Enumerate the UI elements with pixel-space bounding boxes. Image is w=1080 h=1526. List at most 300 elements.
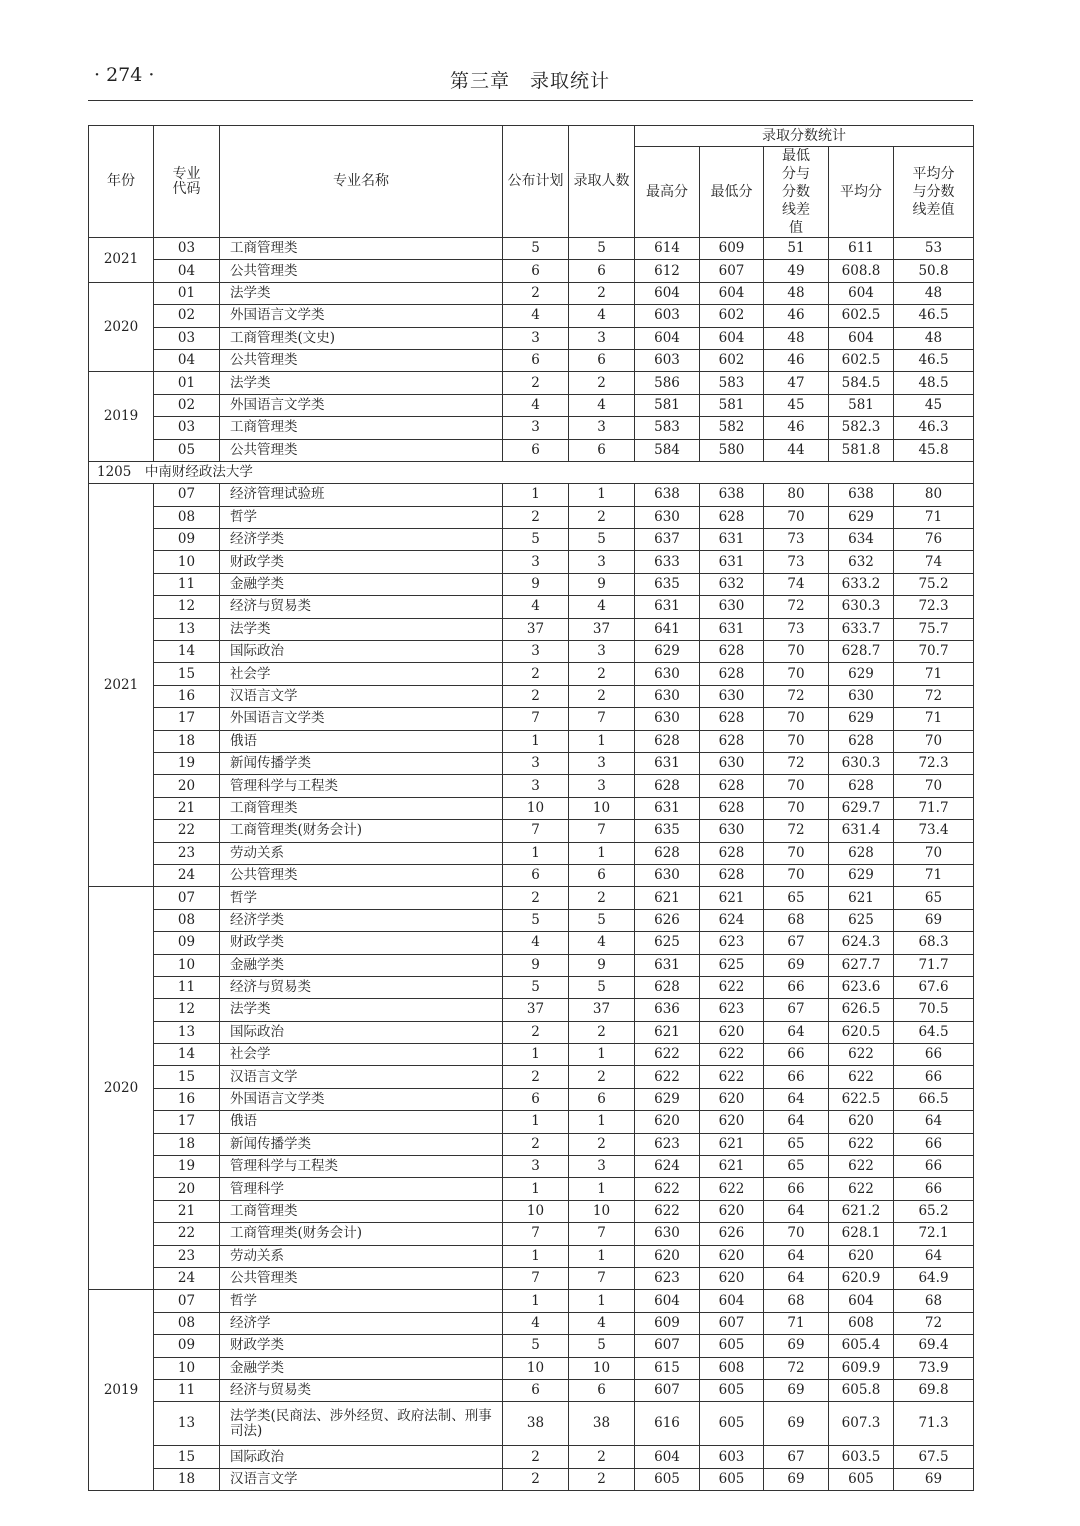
- admitted-cell: 3: [569, 775, 635, 797]
- avg-diff-cell: 65: [894, 887, 974, 909]
- avg-diff-cell: 72.3: [894, 752, 974, 774]
- min-diff-cell: 64: [764, 1245, 829, 1267]
- code-cell: 04: [154, 349, 220, 371]
- avg-diff-cell: 70: [894, 842, 974, 864]
- code-cell: 07: [154, 1290, 220, 1312]
- min-diff-cell: 45: [764, 394, 829, 416]
- avg-cell: 584.5: [829, 372, 894, 394]
- table-row: [89, 573, 974, 595]
- header-min-diff: 最低分与分数线差值: [764, 147, 829, 238]
- name-cell: 工商管理类: [220, 1200, 503, 1222]
- table-row: [89, 1178, 974, 1200]
- admitted-cell: 4: [569, 394, 635, 416]
- table-row: [89, 730, 974, 752]
- admitted-cell: 1: [569, 1111, 635, 1133]
- min-cell: 638: [700, 484, 764, 506]
- min-cell: 628: [700, 864, 764, 886]
- code-cell: 03: [154, 327, 220, 349]
- name-cell: 新闻传播学类: [220, 752, 503, 774]
- max-cell: 605: [635, 1468, 700, 1490]
- max-cell: 628: [635, 775, 700, 797]
- plan-cell: 1: [503, 1044, 569, 1066]
- plan-cell: 7: [503, 1267, 569, 1289]
- admitted-cell: 2: [569, 506, 635, 528]
- admitted-cell: 10: [569, 1200, 635, 1222]
- admitted-cell: 7: [569, 1267, 635, 1289]
- admitted-cell: 10: [569, 797, 635, 819]
- code-cell: 13: [154, 1402, 220, 1446]
- min-cell: 622: [700, 1044, 764, 1066]
- name-cell: 财政学类: [220, 551, 503, 573]
- year-cell: 2020: [89, 887, 154, 1290]
- code-cell: 20: [154, 775, 220, 797]
- min-diff-cell: 64: [764, 1111, 829, 1133]
- min-diff-cell: 72: [764, 752, 829, 774]
- code-cell: 10: [154, 954, 220, 976]
- year-cell: 2021: [89, 238, 154, 283]
- avg-diff-cell: 71.3: [894, 1402, 974, 1446]
- avg-diff-cell: 46.3: [894, 417, 974, 439]
- code-cell: 22: [154, 820, 220, 842]
- avg-cell: 603.5: [829, 1446, 894, 1468]
- max-cell: 628: [635, 842, 700, 864]
- min-diff-cell: 48: [764, 327, 829, 349]
- avg-cell: 622: [829, 1044, 894, 1066]
- avg-diff-cell: 71: [894, 506, 974, 528]
- plan-cell: 2: [503, 506, 569, 528]
- min-diff-cell: 72: [764, 1357, 829, 1379]
- min-cell: 602: [700, 349, 764, 371]
- admitted-cell: 2: [569, 1468, 635, 1490]
- admitted-cell: 1: [569, 842, 635, 864]
- table-row: [89, 999, 974, 1021]
- min-diff-cell: 48: [764, 282, 829, 304]
- min-diff-cell: 67: [764, 1446, 829, 1468]
- min-cell: 625: [700, 954, 764, 976]
- plan-cell: 4: [503, 596, 569, 618]
- avg-diff-cell: 72: [894, 685, 974, 707]
- name-cell: 工商管理类(文史): [220, 327, 503, 349]
- name-cell: 法学类: [220, 999, 503, 1021]
- max-cell: 635: [635, 573, 700, 595]
- name-cell: 工商管理类: [220, 417, 503, 439]
- admitted-cell: 3: [569, 327, 635, 349]
- admitted-cell: 2: [569, 1021, 635, 1043]
- name-cell: 劳动关系: [220, 842, 503, 864]
- admitted-cell: 5: [569, 1335, 635, 1357]
- table-row: [89, 663, 974, 685]
- table-row: [89, 1290, 974, 1312]
- code-cell: 24: [154, 1267, 220, 1289]
- avg-diff-cell: 73.4: [894, 820, 974, 842]
- admitted-cell: 6: [569, 260, 635, 282]
- min-diff-cell: 49: [764, 260, 829, 282]
- header-stats-group: 录取分数统计: [635, 126, 974, 147]
- min-diff-cell: 73: [764, 529, 829, 551]
- avg-cell: 632: [829, 551, 894, 573]
- code-cell: 11: [154, 1379, 220, 1401]
- min-diff-cell: 70: [764, 1223, 829, 1245]
- code-cell: 09: [154, 932, 220, 954]
- max-cell: 614: [635, 238, 700, 260]
- max-cell: 581: [635, 394, 700, 416]
- name-cell: 金融学类: [220, 1357, 503, 1379]
- name-cell: 外国语言文学类: [220, 394, 503, 416]
- code-cell: 01: [154, 282, 220, 304]
- plan-cell: 6: [503, 439, 569, 461]
- max-cell: 626: [635, 909, 700, 931]
- header-plan: 公布计划: [503, 126, 569, 238]
- table-row: [89, 484, 974, 506]
- code-cell: 09: [154, 1335, 220, 1357]
- max-cell: 628: [635, 730, 700, 752]
- avg-cell: 582.3: [829, 417, 894, 439]
- avg-cell: 624.3: [829, 932, 894, 954]
- avg-diff-cell: 45.8: [894, 439, 974, 461]
- avg-cell: 628.1: [829, 1223, 894, 1245]
- min-cell: 605: [700, 1402, 764, 1446]
- avg-cell: 604: [829, 1290, 894, 1312]
- table-row: [89, 439, 974, 461]
- code-cell: 18: [154, 1468, 220, 1490]
- code-cell: 07: [154, 484, 220, 506]
- name-cell: 工商管理类: [220, 238, 503, 260]
- min-diff-cell: 65: [764, 1156, 829, 1178]
- max-cell: 624: [635, 1156, 700, 1178]
- plan-cell: 4: [503, 305, 569, 327]
- avg-cell: 629: [829, 663, 894, 685]
- name-cell: 管理科学: [220, 1178, 503, 1200]
- code-cell: 08: [154, 506, 220, 528]
- code-cell: 12: [154, 999, 220, 1021]
- min-cell: 628: [700, 663, 764, 685]
- plan-cell: 3: [503, 551, 569, 573]
- admitted-cell: 2: [569, 1066, 635, 1088]
- code-cell: 03: [154, 417, 220, 439]
- code-cell: 10: [154, 1357, 220, 1379]
- plan-cell: 5: [503, 529, 569, 551]
- min-cell: 622: [700, 1066, 764, 1088]
- avg-cell: 627.7: [829, 954, 894, 976]
- plan-cell: 5: [503, 238, 569, 260]
- admitted-cell: 1: [569, 1178, 635, 1200]
- avg-cell: 629: [829, 506, 894, 528]
- admitted-cell: 6: [569, 439, 635, 461]
- name-cell: 新闻传播学类: [220, 1133, 503, 1155]
- avg-diff-cell: 50.8: [894, 260, 974, 282]
- max-cell: 629: [635, 1088, 700, 1110]
- name-cell: 工商管理类: [220, 797, 503, 819]
- name-cell: 哲学: [220, 506, 503, 528]
- table-row: [89, 1156, 974, 1178]
- avg-cell: 611: [829, 238, 894, 260]
- name-cell: 经济学: [220, 1312, 503, 1334]
- min-cell: 631: [700, 618, 764, 640]
- min-cell: 580: [700, 439, 764, 461]
- code-cell: 21: [154, 1200, 220, 1222]
- avg-cell: 633.7: [829, 618, 894, 640]
- table-row: [89, 1200, 974, 1222]
- plan-cell: 5: [503, 1335, 569, 1357]
- table-row: [89, 529, 974, 551]
- min-cell: 631: [700, 551, 764, 573]
- admitted-cell: 5: [569, 976, 635, 998]
- name-cell: 劳动关系: [220, 1245, 503, 1267]
- name-cell: 管理科学与工程类: [220, 1156, 503, 1178]
- admitted-cell: 5: [569, 909, 635, 931]
- max-cell: 607: [635, 1335, 700, 1357]
- avg-diff-cell: 46.5: [894, 349, 974, 371]
- name-cell: 外国语言文学类: [220, 305, 503, 327]
- avg-cell: 622: [829, 1178, 894, 1200]
- avg-cell: 621: [829, 887, 894, 909]
- min-diff-cell: 67: [764, 999, 829, 1021]
- name-cell: 俄语: [220, 730, 503, 752]
- min-cell: 628: [700, 797, 764, 819]
- table-row: [89, 1223, 974, 1245]
- min-cell: 620: [700, 1111, 764, 1133]
- plan-cell: 38: [503, 1402, 569, 1446]
- name-cell: 国际政治: [220, 1446, 503, 1468]
- avg-cell: 633.2: [829, 573, 894, 595]
- table-row: [89, 775, 974, 797]
- min-diff-cell: 70: [764, 730, 829, 752]
- avg-cell: 629: [829, 708, 894, 730]
- table-row: [89, 797, 974, 819]
- table-row: [89, 752, 974, 774]
- min-cell: 621: [700, 1156, 764, 1178]
- chapter-title: 第三章 录取统计: [449, 70, 610, 92]
- admitted-cell: 37: [569, 999, 635, 1021]
- plan-cell: 2: [503, 663, 569, 685]
- header-name: 专业名称: [220, 126, 503, 238]
- name-cell: 金融学类: [220, 573, 503, 595]
- code-cell: 19: [154, 1156, 220, 1178]
- table-row: [89, 349, 974, 371]
- code-cell: 20: [154, 1178, 220, 1200]
- admitted-cell: 6: [569, 349, 635, 371]
- table-row: [89, 596, 974, 618]
- min-diff-cell: 64: [764, 1267, 829, 1289]
- avg-diff-cell: 75.7: [894, 618, 974, 640]
- table-row: [89, 1133, 974, 1155]
- avg-cell: 604: [829, 327, 894, 349]
- min-diff-cell: 44: [764, 439, 829, 461]
- header-max: 最高分: [635, 147, 700, 238]
- min-cell: 620: [700, 1088, 764, 1110]
- avg-cell: 604: [829, 282, 894, 304]
- table-row: [89, 708, 974, 730]
- min-cell: 630: [700, 820, 764, 842]
- plan-cell: 2: [503, 1021, 569, 1043]
- avg-cell: 620.9: [829, 1267, 894, 1289]
- avg-cell: 634: [829, 529, 894, 551]
- max-cell: 623: [635, 1133, 700, 1155]
- min-cell: 628: [700, 708, 764, 730]
- plan-cell: 6: [503, 864, 569, 886]
- min-cell: 632: [700, 573, 764, 595]
- max-cell: 630: [635, 663, 700, 685]
- min-cell: 628: [700, 641, 764, 663]
- min-diff-cell: 72: [764, 685, 829, 707]
- avg-diff-cell: 72: [894, 1312, 974, 1334]
- max-cell: 623: [635, 1267, 700, 1289]
- avg-diff-cell: 76: [894, 529, 974, 551]
- max-cell: 603: [635, 305, 700, 327]
- code-cell: 23: [154, 842, 220, 864]
- year-cell: 2019: [89, 1290, 154, 1491]
- name-cell: 公共管理类: [220, 349, 503, 371]
- avg-diff-cell: 64: [894, 1111, 974, 1133]
- name-cell: 国际政治: [220, 1021, 503, 1043]
- min-cell: 620: [700, 1200, 764, 1222]
- min-diff-cell: 69: [764, 1402, 829, 1446]
- plan-cell: 2: [503, 1468, 569, 1490]
- table-row: [89, 932, 974, 954]
- table-row: [89, 1267, 974, 1289]
- min-diff-cell: 47: [764, 372, 829, 394]
- max-cell: 604: [635, 327, 700, 349]
- avg-diff-cell: 48: [894, 327, 974, 349]
- min-cell: 620: [700, 1267, 764, 1289]
- max-cell: 625: [635, 932, 700, 954]
- min-cell: 603: [700, 1446, 764, 1468]
- admitted-cell: 7: [569, 1223, 635, 1245]
- admitted-cell: 4: [569, 1312, 635, 1334]
- avg-diff-cell: 48.5: [894, 372, 974, 394]
- name-cell: 外国语言文学类: [220, 1088, 503, 1110]
- table-row: [89, 327, 974, 349]
- avg-diff-cell: 64.5: [894, 1021, 974, 1043]
- min-cell: 620: [700, 1021, 764, 1043]
- max-cell: 631: [635, 752, 700, 774]
- max-cell: 616: [635, 1402, 700, 1446]
- plan-cell: 2: [503, 1133, 569, 1155]
- avg-diff-cell: 66: [894, 1066, 974, 1088]
- admitted-cell: 5: [569, 238, 635, 260]
- code-cell: 02: [154, 394, 220, 416]
- avg-cell: 623.6: [829, 976, 894, 998]
- name-cell: 哲学: [220, 887, 503, 909]
- plan-cell: 1: [503, 484, 569, 506]
- avg-diff-cell: 45: [894, 394, 974, 416]
- page-number: · 274 ·: [94, 64, 155, 86]
- plan-cell: 6: [503, 1088, 569, 1110]
- max-cell: 630: [635, 1223, 700, 1245]
- plan-cell: 1: [503, 1111, 569, 1133]
- plan-cell: 4: [503, 1312, 569, 1334]
- min-cell: 630: [700, 752, 764, 774]
- min-cell: 624: [700, 909, 764, 931]
- max-cell: 641: [635, 618, 700, 640]
- admitted-cell: 9: [569, 573, 635, 595]
- max-cell: 636: [635, 999, 700, 1021]
- min-cell: 604: [700, 282, 764, 304]
- table-row: [89, 260, 974, 282]
- name-cell: 国际政治: [220, 641, 503, 663]
- avg-cell: 628: [829, 730, 894, 752]
- min-diff-cell: 69: [764, 1379, 829, 1401]
- admitted-cell: 2: [569, 372, 635, 394]
- plan-cell: 3: [503, 775, 569, 797]
- code-cell: 13: [154, 618, 220, 640]
- avg-diff-cell: 71.7: [894, 954, 974, 976]
- avg-cell: 620: [829, 1111, 894, 1133]
- min-cell: 605: [700, 1335, 764, 1357]
- max-cell: 628: [635, 976, 700, 998]
- admitted-cell: 2: [569, 685, 635, 707]
- avg-diff-cell: 71: [894, 864, 974, 886]
- admitted-cell: 3: [569, 752, 635, 774]
- code-cell: 11: [154, 976, 220, 998]
- avg-diff-cell: 48: [894, 282, 974, 304]
- max-cell: 630: [635, 864, 700, 886]
- avg-cell: 630.3: [829, 752, 894, 774]
- max-cell: 604: [635, 1446, 700, 1468]
- header-min: 最低分: [700, 147, 764, 238]
- avg-cell: 628: [829, 775, 894, 797]
- min-diff-cell: 66: [764, 976, 829, 998]
- min-cell: 582: [700, 417, 764, 439]
- min-diff-cell: 65: [764, 1133, 829, 1155]
- name-cell: 经济与贸易类: [220, 596, 503, 618]
- code-cell: 05: [154, 439, 220, 461]
- max-cell: 635: [635, 820, 700, 842]
- admitted-cell: 3: [569, 417, 635, 439]
- max-cell: 631: [635, 954, 700, 976]
- table-row: [89, 372, 974, 394]
- name-cell: 经济与贸易类: [220, 1379, 503, 1401]
- avg-cell: 626.5: [829, 999, 894, 1021]
- min-cell: 583: [700, 372, 764, 394]
- table-row: [89, 1111, 974, 1133]
- code-cell: 18: [154, 1133, 220, 1155]
- plan-cell: 4: [503, 932, 569, 954]
- min-diff-cell: 70: [764, 775, 829, 797]
- min-cell: 602: [700, 305, 764, 327]
- admitted-cell: 6: [569, 864, 635, 886]
- admitted-cell: 1: [569, 1245, 635, 1267]
- table-row: [89, 1335, 974, 1357]
- code-cell: 16: [154, 1088, 220, 1110]
- max-cell: 584: [635, 439, 700, 461]
- max-cell: 630: [635, 685, 700, 707]
- avg-cell: 581: [829, 394, 894, 416]
- name-cell: 俄语: [220, 1111, 503, 1133]
- max-cell: 615: [635, 1357, 700, 1379]
- avg-cell: 629.7: [829, 797, 894, 819]
- avg-cell: 622: [829, 1133, 894, 1155]
- admitted-cell: 38: [569, 1402, 635, 1446]
- max-cell: 631: [635, 797, 700, 819]
- plan-cell: 7: [503, 708, 569, 730]
- header-admitted: 录取人数: [569, 126, 635, 238]
- min-cell: 628: [700, 775, 764, 797]
- table-row: [89, 551, 974, 573]
- max-cell: 622: [635, 1178, 700, 1200]
- name-cell: 金融学类: [220, 954, 503, 976]
- admitted-cell: 7: [569, 820, 635, 842]
- avg-cell: 581.8: [829, 439, 894, 461]
- code-cell: 03: [154, 238, 220, 260]
- avg-cell: 608.8: [829, 260, 894, 282]
- max-cell: 633: [635, 551, 700, 573]
- avg-cell: 607.3: [829, 1402, 894, 1446]
- min-diff-cell: 70: [764, 842, 829, 864]
- code-cell: 01: [154, 372, 220, 394]
- min-cell: 581: [700, 394, 764, 416]
- admitted-cell: 10: [569, 1357, 635, 1379]
